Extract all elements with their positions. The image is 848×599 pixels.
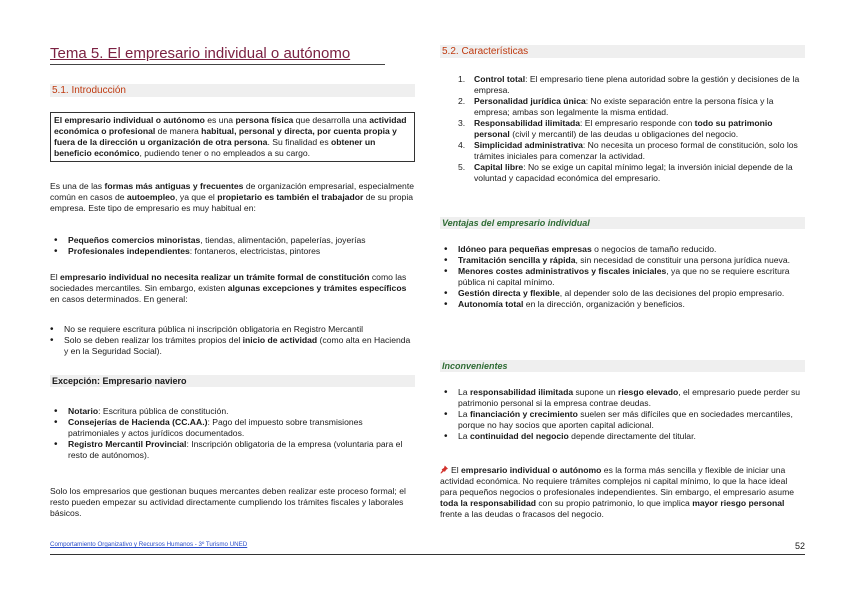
definition-box (50, 112, 415, 162)
definition-text: El empresario individual o autónomo es una persona física que desarrolla una actividad económica o profesional de manera habitual, personal y directa, por cuenta propia y fuera de la dirección u organización de otra persona. Su finalidad es obtener un beneficio económico, pudiendo tener o no empleados a su cargo. (54, 115, 407, 158)
disadvantage-item: • La responsabilidad ilimitada supone un riesgo elevado, el empresario puede perder su patrimonio personal si la empresa contrae deudas. (440, 387, 805, 409)
summary-paragraph (440, 465, 805, 520)
advantages-list (440, 244, 805, 310)
characteristic-item: 4. Simplicidad administrativa: No necesita un proceso formal de constitución, solo los trámites iniciales para comenzar la actividad. (458, 140, 798, 161)
advantage-item: • Gestión directa y flexible, al depender solo de las decisiones del propio empresario. (440, 288, 805, 299)
paragraph-constitution: El empresario individual no necesita realizar un trámite formal de constitución como las sociedades mercantiles. Sin embargo, existen algunas excepciones y trámites específicos en casos determinados. En general: (50, 272, 407, 304)
characteristic-item: 2. Personalidad jurídica única: No existe separación entre la persona física y la empresa; ambas son legalmente la misma entidad. (458, 96, 774, 117)
sector-list-item: • Pequeños comercios minoristas, tiendas, alimentación, papelerías, joyerías (50, 235, 415, 246)
naviero-step-item: • Consejerías de Hacienda (CC.AA.): Pago del impuesto sobre transmisiones patrimoniales y actos jurídicos documentados. (50, 417, 415, 439)
general-rules-item: • Solo se deben realizar los trámites propios del inicio de actividad (como alta en Hacienda y en la Seguridad Social). (46, 335, 415, 357)
page-footer (50, 540, 805, 555)
disadvantage-item: • La continuidad del negocio depende directamente del titular. (440, 431, 805, 442)
sector-list-item: • Profesionales independientes: fontaneros, electricistas, pintores (50, 246, 415, 257)
subheading-inconvenientes: Inconvenientes (440, 360, 805, 372)
page-number: 52 (794, 541, 805, 551)
footer-course-link[interactable]: Comportamiento Organizativo y Recursos Humanos - 3º Turismo UNED (50, 541, 248, 548)
section-heading-introduccion: 5.1. Introducción (50, 84, 415, 97)
characteristic-item: 5. Capital libre: No se exige un capital mínimo legal; la inversión inicial depende de la voluntad y capacidad económica del empresario. (458, 162, 793, 183)
item-number: 3. (458, 118, 466, 128)
pushpin-icon (440, 465, 448, 474)
page-title: Tema 5. El empresario individual o autónomo (50, 44, 385, 65)
general-rules-item: • No se requiere escritura pública ni inscripción obligatoria en Registro Mercantil (46, 324, 415, 335)
advantage-item: • Tramitación sencilla y rápida, sin necesidad de constituir una persona jurídica nueva. (440, 255, 805, 266)
subheading-ventajas: Ventajas del empresario individual (440, 217, 805, 229)
disadvantages-list (440, 387, 805, 442)
characteristics-list (440, 74, 805, 184)
characteristic-item: 3. Responsabilidad ilimitada: El empresario responde con todo su patrimonio personal (civil y mercantil) de las deudas u obligaciones del negocio. (458, 118, 773, 139)
advantage-item: • Autonomía total en la dirección, organización y beneficios. (440, 299, 805, 310)
sector-list (50, 235, 415, 257)
summary-text: El empresario individual o autónomo es la forma más sencilla y flexible de iniciar una actividad económica. No requiere trámites complejos ni capital mínimo, lo que la hace ideal para pequeños negocios o profesionales independientes. Sin embargo, el empresario asume toda la responsabilidad con su propio patrimonio, lo que implica mayor riesgo personal frente a las deudas o fracasos del negocio. (440, 465, 795, 519)
advantage-item: • Idóneo para pequeñas empresas o negocios de tamaño reducido. (440, 244, 805, 255)
item-number: 2. (458, 96, 466, 106)
item-number: 5. (458, 162, 466, 172)
section-heading-caracteristicas: 5.2. Características (440, 45, 805, 58)
disadvantage-item: • La financiación y crecimiento suelen ser más difíciles que en sociedades mercantiles, porque no hay socios que aporten capital adicional. (440, 409, 805, 431)
paragraph-origins: Es una de las formas más antiguas y frecuentes de organización empresarial, especialmente común en casos de autoempleo, ya que el propietario es también el trabajador de su propia empresa. Este tipo de empresario es muy habitual en: (50, 181, 415, 213)
naviero-step-item: • Registro Mercantil Provincial: Inscripción obligatoria de la empresa (voluntaria para el resto de autónomos). (50, 439, 415, 461)
paragraph-naviero-note: Solo los empresarios que gestionan buques mercantes deben realizar este proceso formal; el resto pueden empezar su actividad directamente cumpliendo los trámites fiscales y laborales básicos. (50, 486, 406, 518)
exception-heading: Excepción: Empresario naviero (50, 375, 415, 387)
item-number: 4. (458, 140, 466, 150)
advantage-item: • Menores costes administrativos y fiscales iniciales, ya que no se requiere escritura pública ni capital mínimo. (440, 266, 805, 288)
characteristic-item: 1. Control total: El empresario tiene plena autoridad sobre la gestión y decisiones de la empresa. (458, 74, 800, 95)
naviero-step-item: • Notario: Escritura pública de constitución. (50, 406, 415, 417)
naviero-steps-list (50, 406, 415, 461)
general-rules-list (46, 324, 415, 357)
item-number: 1. (458, 74, 466, 84)
